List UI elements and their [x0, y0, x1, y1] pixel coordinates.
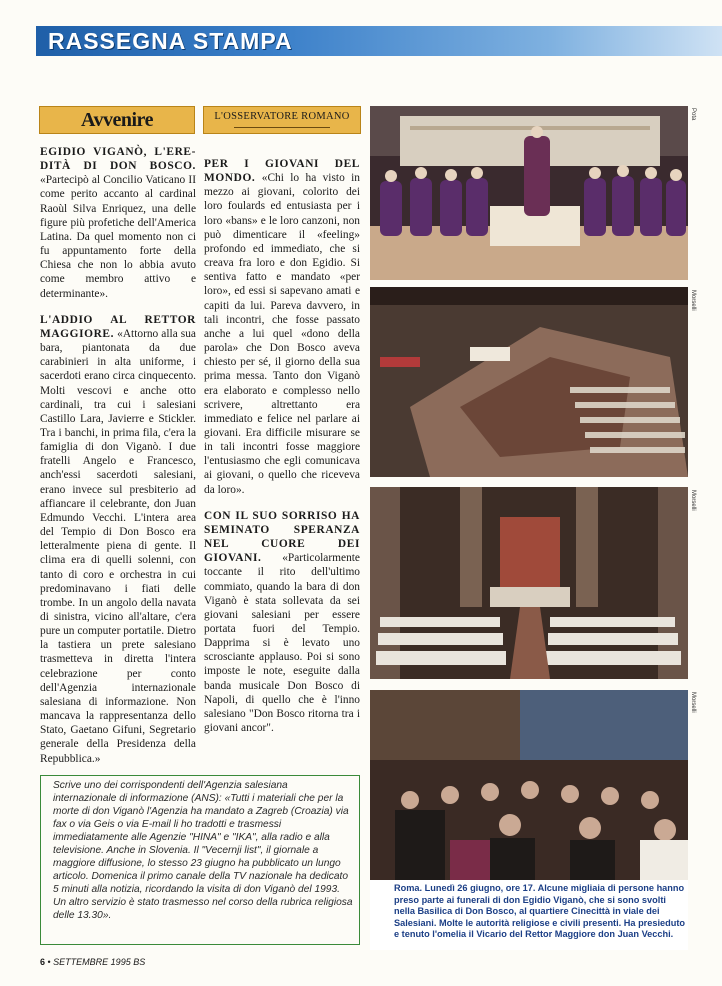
section-banner — [36, 26, 722, 56]
heading-smile: CON IL SUO SORRISO HA SEMINATO SPERANZA NEL CUORE DEI GIOVANI. — [204, 509, 360, 565]
photo-credit-2: Morselli — [690, 290, 696, 311]
photo-nave-congregation — [370, 487, 688, 679]
article-column-2 — [204, 157, 360, 747]
heading-youth: PER I GIOVANI DEL MONDO. — [204, 158, 360, 185]
heading-farewell: L'ADDIO AL RETTOR MAGGIORE. — [40, 313, 196, 340]
paragraph-smile — [204, 509, 360, 736]
page-footer: 6 • SETTEMBRE 1995 BS — [40, 957, 146, 967]
text-farewell: «Attorno alla sua bara, piantonata da due carabinieri in alta uniforme, i sacerdoti erano circa cinquecento. Molti vescovi e anche otto cardinali, tra cui i salesiani Castillo Lara, Javierre e Stickler. Tra i banchi, in prima fila, c'era la famiglia di don Viganò. I due fratelli Angelo e Francesco, anch'essi sacerdoti salesiani, erano invece sul presbiterio ad affiancare il celebrante, don Juan Edmundo Vecchi. L'intera area del Tempio di Don Bosco era letteralmente piena di gente. Il clima era di quelli solenni, con tanto di coro e orchestra in cui predominavano i fiati delle trombe. In un angolo della navata di sinistra, vicino all'altare, c'era pure un computer portatile. Dietro la tastiera un prete salesiano trasmetteva in diretta l'intera celebrazione per conto dell'Agenzia internazionale salesiana di informazione. Non mancava la rappresentanza dello Stato, Gaetano Gifuni, Segretario generale della Presidenza della Repubblica.» — [40, 327, 196, 765]
photo-credit-3: Morselli — [690, 490, 696, 511]
avvenire-logo-text: Avvenire — [81, 109, 153, 131]
issue-date: SETTEMBRE 1995 — [53, 957, 131, 967]
heading-vigano-heritage: EGIDIO VIGANÒ, L'ERE-DITÀ DI DON BOSCO. — [40, 146, 196, 173]
page-number: 6 — [40, 957, 46, 967]
photo-altar-clergy — [370, 106, 688, 280]
paragraph-youth — [204, 157, 360, 497]
ans-boxed-note — [40, 775, 360, 945]
paragraph-farewell — [40, 313, 196, 766]
text-youth: «Chi lo ha visto in mezzo ai giovani, colorito dei loro foulards ed entusiasta per i loro «bans» e le loro canzoni, non può dimenticare il «feeling» profondo ed immediato, che si creava fra loro e don Egidio. Si sentiva fatto e mandato «per loro», ed essi si sapevano amati e capiti da lui. Pareva davvero, in tali incontri, che fosse passato anche a lui quel «dono della parola» che Don Bosco aveva chiesto per sé, il giorno della sua prima messa. Tanto don Viganò era elaborato e complesso nello scrivere, altrettanto era immediato e felice nel parlare ai giovani. Era difficile misurare se in tali incontri fosse maggiore l'entusiasmo che egli comunicava ai giovani, o quello che riceveva da loro». — [204, 172, 360, 496]
photo-basilica-overview — [370, 287, 688, 477]
osservatore-rule — [234, 127, 330, 128]
photo-credit-4: Morselli — [690, 692, 696, 713]
photo-caption — [370, 880, 688, 950]
avvenire-masthead — [39, 106, 195, 134]
photo-caption-text: Roma. Lunedì 26 giugno, ore 17. Alcune migliaia di persone hanno preso parte ai funerali di don Egidio Viganò, che si sono svolti nella Basilica di Don Bosco, al quartiere Cinecittà in viale dei Salesiani. Molte le autorità religiose e civili presenti. Ha presieduto e tenuto l'omelia il Vicario del Rettor Maggiore don Juan Vecchi. — [394, 883, 686, 940]
osservatore-masthead — [203, 106, 361, 134]
ans-boxed-note-text: Scrive uno dei corrispondenti dell'Agenzia salesiana internazionale di informazione (ANS): «Tutti i materiali che per la morte di don Viganò l'Agenzia ha mandato a Zagreb (Croazia) via fax o via Geis o via E-mail li ho tradotti e trasmessi immediatamente alle Agenzie "HINA" e "IKA", alla radio e alla televisione. Anche in Slovenia. Il "Vecernji list", il giornale a maggiore diffusione, lo stesso 23 giugno ha pubblicato un lungo articolo. Domenica il primo canale della TV nazionale ha dedicato 5 minuti alla notizia, ricordando la visita di don Viganò del 1993. Un altro servizio è stato trasmesso nel corso della rubrica religiosa delle 13.30». — [53, 780, 353, 922]
photo-front-pews — [370, 690, 688, 880]
article-column-1 — [40, 145, 196, 778]
photo-credit-1: Pota — [690, 108, 696, 121]
osservatore-logo-text: L'OSSERVATORE ROMANO — [214, 111, 350, 122]
magazine-name: BS — [133, 957, 146, 967]
paragraph-vigano-heritage — [40, 145, 196, 301]
section-title: RASSEGNA STAMPA — [48, 28, 293, 54]
text-smile: «Particolarmente toccante il rito dell'ultimo commiato, quando la bara di don Viganò è stata sollevata da sei giovani salesiani per essere portata fuori del Tempio. Dapprima si è levato uno scrosciante applauso. Poi si sono imposte le note, eseguite dalla banda musicale Don Bosco di Napoli, di quello che è l'inno salesiano "Don Bosco ritorna tra i giovani ancor". — [204, 552, 360, 735]
text-vigano-heritage: «Partecipò al Concilio Vaticano II come perito accanto al cardinal Raoùl Silva Enriquez, una delle figure più profetiche dell'America Latina. Da quel momento non ci fu appuntamento forte della Chiesa che non lo abbia avuto come membro attivo e determinante». — [40, 174, 196, 300]
